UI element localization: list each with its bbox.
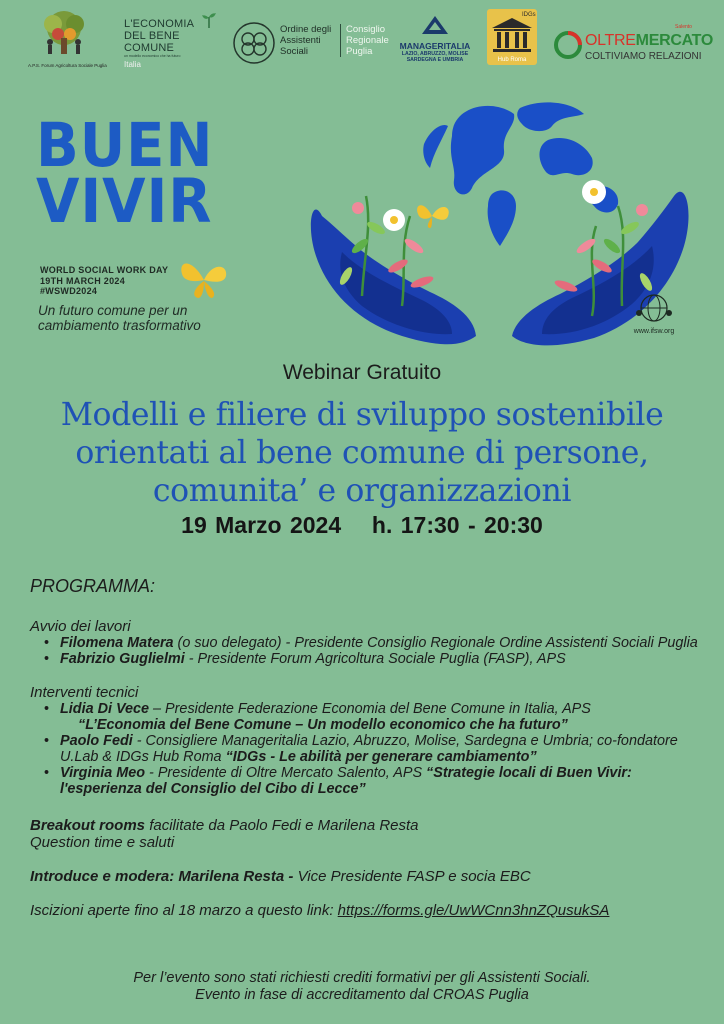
- buen-text: BUEN: [36, 110, 214, 181]
- ifsw-url: www.ifsw.org: [633, 328, 675, 335]
- registration-info: Iscizioni aperte fino al 18 marzo a questo link: https://forms.gle/UwWCnn3hnZQusukSA: [30, 902, 610, 919]
- title-line1: Modelli e filiere di sviluppo sostenibile: [60, 397, 664, 433]
- event-datetime: [0, 512, 724, 539]
- title-line3: comunita’ e organizzazioni: [152, 473, 572, 509]
- ebc-line1: L'ECONOMIA: [124, 18, 195, 30]
- oltremercato-slogan: COLTIVIAMO RELAZIONI: [585, 51, 702, 62]
- footer-note: [0, 970, 724, 1004]
- event-time: h. 17:30 - 20:30: [371, 512, 543, 538]
- vivir-text: VIVIR: [36, 166, 213, 237]
- ebc-line2: DEL BENE COMUNE: [124, 30, 180, 54]
- temple-icon: [486, 8, 538, 66]
- fasp-caption: A.P.S. Forum Agricoltura Sociale Puglia: [28, 63, 107, 68]
- ifsw-globe-icon: [631, 293, 677, 323]
- programme: [30, 576, 700, 919]
- event-title: [0, 396, 724, 510]
- question-time: Question time e saluti: [30, 834, 175, 851]
- plant-icon: [202, 12, 216, 28]
- title-line2: orientati al bene comune di persone,: [75, 435, 649, 471]
- section-title: Interventi tecnici: [30, 684, 139, 701]
- moderator-info: Introduce e modera: Marilena Resta - Vice Presidente FASP e socia EBC: [30, 868, 531, 885]
- programme-heading: PROGRAMMA:: [30, 576, 156, 596]
- oas-emblem-icon: [232, 21, 276, 65]
- footer-line1: Per l’evento sono stati richiesti crediti formativi per gli Assistenti Sociali.: [133, 970, 591, 986]
- partner-logos: [0, 8, 724, 74]
- manageritalia-logo: [394, 16, 476, 63]
- wswd-line3: #WSWD2024: [40, 286, 98, 296]
- idgs-top-text: IDGs: [522, 12, 536, 18]
- manageritalia-regions: LAZIO, ABRUZZO, MOLISE SARDEGNA E UMBRIA: [401, 51, 469, 63]
- section-opening: [30, 619, 700, 667]
- idgs-logo: [486, 8, 538, 71]
- globe-icon: [423, 102, 618, 246]
- tagline: [38, 303, 201, 333]
- breakout-info: Breakout rooms facilitate da Paolo Fedi e Marilena Resta: [30, 817, 419, 834]
- wswd-line1: WORLD SOCIAL WORK DAY: [40, 265, 169, 275]
- idgs-bottom-text: Hub Roma: [497, 57, 527, 63]
- list-item: • Virginia Meo - Presidente di Oltre Mercato Salento, APS “Strategie locali di Buen Vivir: l'esperienza del Consiglio del Cibo di Lecce”: [44, 765, 700, 797]
- list-item: • Paolo Fedi - Consigliere Manageritalia Lazio, Abruzzo, Molise, Sardegna e Umbria; co-fondatore U.Lab & IDGs Hub Roma “IDGs - Le abilità per generare cambiamento”: [44, 733, 700, 765]
- small-butterfly-icon: [417, 205, 449, 228]
- event-date: 19 Marzo 2024: [181, 512, 342, 538]
- buen-vivir-heading: [36, 110, 214, 237]
- oas-region: Consiglio Regionale Puglia: [340, 24, 392, 57]
- wswd-block: [40, 265, 168, 297]
- fasp-logo: [28, 8, 107, 68]
- ebc-line4: Italia: [124, 60, 141, 69]
- oltremercato-ring-icon: [553, 30, 583, 60]
- butterfly-icon: [178, 256, 230, 302]
- footer-line2: Evento in fase di accreditamento dal CROAS Puglia: [195, 987, 529, 1003]
- webinar-label: Webinar Gratuito: [282, 361, 442, 384]
- manageritalia-triangle-icon: [422, 16, 448, 34]
- ifsw-logo: [626, 293, 682, 335]
- oas-name: Ordine degli Assistenti Sociali: [280, 24, 332, 57]
- section-title: Avvio dei lavori: [30, 618, 131, 635]
- wswd-line2: 19TH MARCH 2024: [40, 275, 126, 286]
- fasp-tree-icon: [28, 8, 100, 58]
- list-item: • Filomena Matera (o suo delegato) - Presidente Consiglio Regionale Ordine Assistenti Sociali Puglia: [44, 635, 700, 651]
- list-item: • Lidia Di Vece – Presidente Federazione Economia del Bene Comune in Italia, APS “L’Economia del Bene Comune – Un modello economico che ha futuro”: [44, 701, 700, 733]
- manageritalia-name: MANAGERITALIA: [399, 41, 471, 51]
- tagline-line2: cambiamento trasformativo: [38, 318, 201, 333]
- ebc-logo: [124, 18, 224, 69]
- tagline-line1: Un futuro comune per un: [38, 303, 188, 318]
- ebc-line3: un modello economico che ha futuro: [124, 54, 181, 58]
- registration-link[interactable]: https://forms.gle/UwWCnn3hnZQusukSA: [337, 902, 610, 919]
- oltremercato-region: Salento: [675, 24, 692, 30]
- section-talks: [30, 685, 700, 797]
- oltremercato-name: OLTREMERCATO: [585, 32, 713, 49]
- list-item: • Fabrizio Guglielmi - Presidente Forum Agricoltura Sociale Puglia (FASP), APS: [44, 651, 700, 667]
